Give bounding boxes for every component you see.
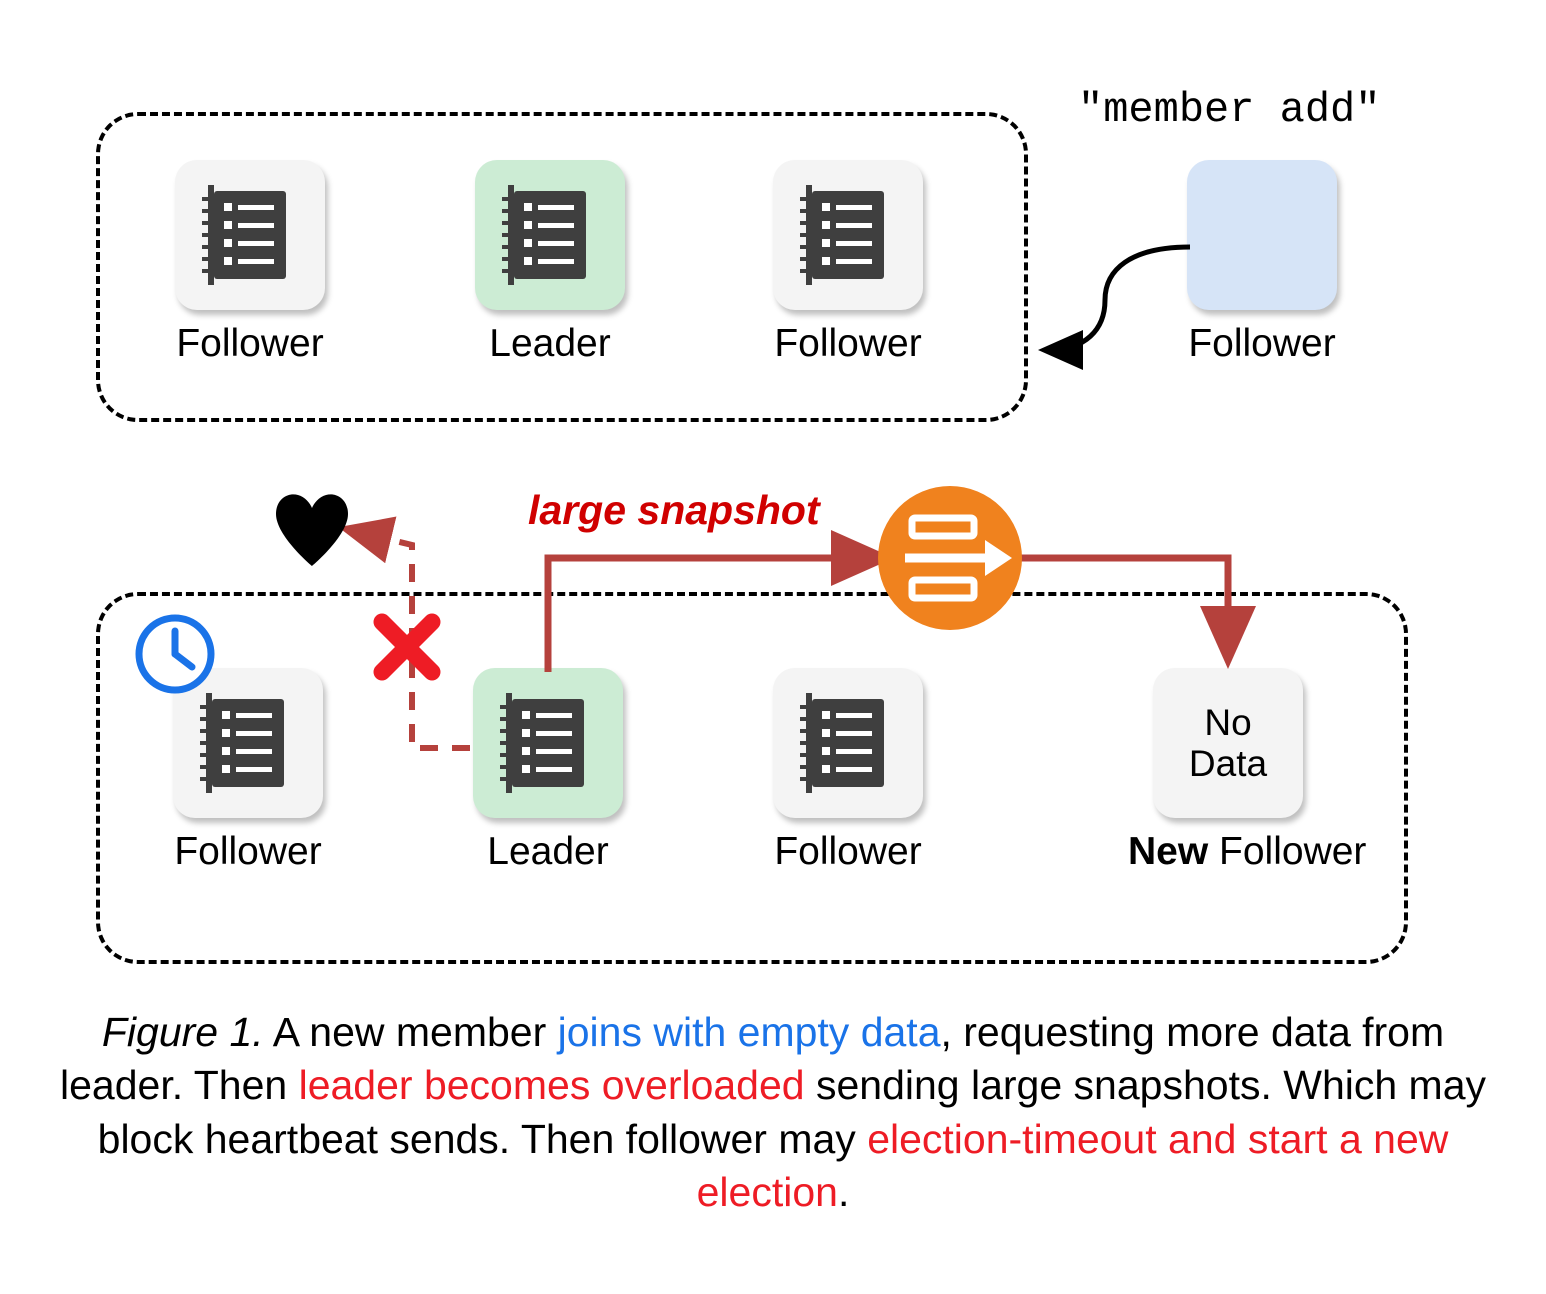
node-label: Follower: [176, 322, 324, 365]
large-snapshot-label: large snapshot: [528, 487, 820, 533]
figure-caption: [60, 1006, 1486, 1219]
node-label: Follower: [1188, 322, 1336, 365]
node-label: Follower: [774, 830, 922, 873]
node-bottom-new-follower[interactable]: [1128, 668, 1367, 873]
caption-highlight-red-2: election-timeout and start a new election: [696, 1115, 1449, 1215]
node-joining-follower[interactable]: [1162, 160, 1362, 365]
no-data-box: [1153, 668, 1303, 818]
caption-part-1: A new member: [263, 1009, 558, 1055]
node-top-follower-1[interactable]: [150, 160, 350, 365]
caption-highlight-blue: joins with empty data: [557, 1009, 941, 1055]
node-label: Leader: [489, 322, 611, 365]
node-bottom-follower-2[interactable]: [748, 668, 948, 873]
server-icon: [173, 668, 323, 818]
node-label-prefix: New: [1128, 830, 1209, 873]
server-rack-icon: [200, 691, 296, 795]
caption-figure-label: Figure 1.: [101, 1009, 264, 1055]
server-rack-icon: [800, 691, 896, 795]
new-member-box: [1187, 160, 1337, 310]
no-data-line-1: No: [1204, 701, 1252, 743]
server-rack-icon: [500, 691, 596, 795]
caption-part-2: , requesting more data from leader. Then: [60, 1009, 1445, 1109]
caption-part-4: .: [837, 1168, 850, 1215]
server-rack-icon: [800, 183, 896, 287]
server-icon: [473, 668, 623, 818]
node-bottom-leader[interactable]: [448, 668, 648, 873]
node-label-text: Follower: [1208, 830, 1367, 873]
no-data-line-2: Data: [1188, 743, 1268, 784]
server-icon: [175, 160, 325, 310]
server-icon: [773, 668, 923, 818]
server-rack-icon: [202, 183, 298, 287]
server-icon: [773, 160, 923, 310]
node-label: [1128, 830, 1367, 873]
node-top-follower-2[interactable]: [748, 160, 948, 365]
node-top-leader[interactable]: [450, 160, 650, 365]
caption-part-3: sending large snapshots. Which may block heartbeat sends. Then follower may: [97, 1062, 1486, 1162]
node-bottom-follower-1[interactable]: [148, 668, 348, 873]
heart-icon: [276, 494, 348, 566]
node-label: Leader: [487, 830, 609, 873]
node-label: Follower: [774, 322, 922, 365]
server-rack-icon: [502, 183, 598, 287]
server-icon: [475, 160, 625, 310]
member-add-label: "member add": [1078, 86, 1381, 134]
caption-highlight-red-1: leader becomes overloaded: [298, 1062, 805, 1109]
node-label: Follower: [174, 830, 322, 873]
